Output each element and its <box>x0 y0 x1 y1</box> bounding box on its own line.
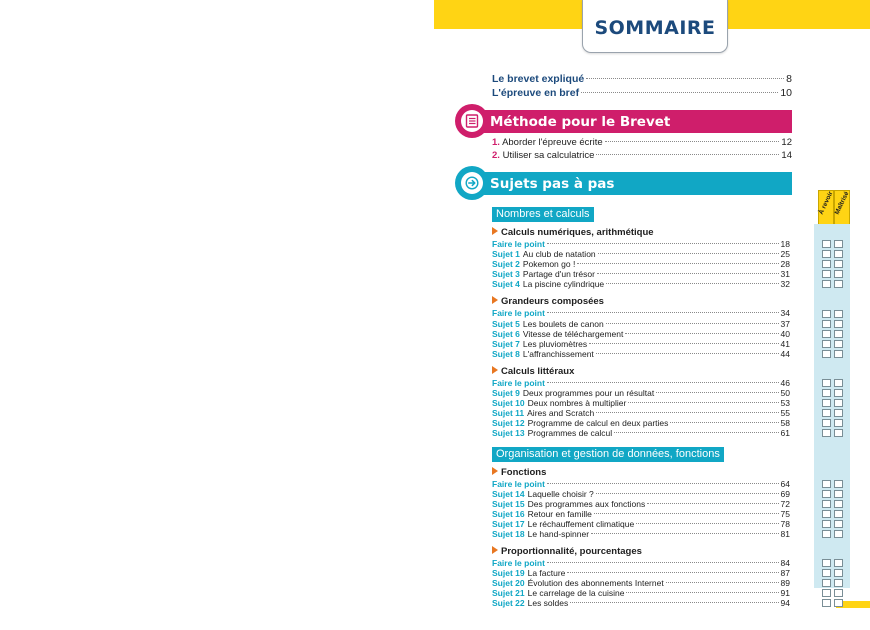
entry-page: 87 <box>780 568 790 579</box>
group-spacer <box>492 289 790 294</box>
leader-dots <box>606 283 778 284</box>
leader-dots <box>598 253 779 254</box>
entry-label <box>492 259 575 269</box>
maitrise-checkbox[interactable] <box>834 480 843 488</box>
sujet-entry[interactable] <box>492 489 790 499</box>
leader-dots <box>670 422 778 423</box>
leader-dots <box>647 503 778 504</box>
a-revoir-checkbox[interactable] <box>822 579 831 587</box>
entry-number: Sujet 7 <box>492 338 520 349</box>
subsection-title: Grandeurs composées <box>501 296 604 308</box>
maitrise-checkbox[interactable] <box>834 490 843 498</box>
faire-le-point-entry[interactable] <box>492 308 790 318</box>
leader-dots <box>596 154 779 155</box>
item-number: 1. <box>492 137 500 148</box>
a-revoir-checkbox[interactable] <box>822 589 831 597</box>
toc-entry[interactable] <box>492 72 792 86</box>
entry-label <box>492 339 587 349</box>
sujet-entry[interactable] <box>492 418 790 428</box>
a-revoir-checkbox[interactable] <box>822 599 831 607</box>
sujet-entry[interactable] <box>492 349 790 359</box>
entry-page: 50 <box>780 388 790 399</box>
sujet-entry[interactable] <box>492 519 790 529</box>
intro-list <box>492 72 792 100</box>
methode-badge <box>455 104 489 138</box>
leader-dots <box>636 523 778 524</box>
sujet-entry[interactable] <box>492 598 790 608</box>
toc-page: 10 <box>780 87 792 99</box>
entry-page: 94 <box>780 598 790 609</box>
a-revoir-checkbox[interactable] <box>822 340 831 348</box>
entry-page: 81 <box>780 528 790 539</box>
checkbox-panel <box>814 224 850 588</box>
entry-label <box>492 509 592 519</box>
entry-number: Sujet 20 <box>492 578 525 589</box>
a-revoir-checkbox[interactable] <box>822 350 831 358</box>
maitrise-checkbox[interactable] <box>834 589 843 597</box>
entry-number: Faire le point <box>492 558 545 569</box>
maitrise-checkbox[interactable] <box>834 579 843 587</box>
sujet-entry[interactable] <box>492 509 790 519</box>
toc-entry[interactable] <box>492 86 792 100</box>
entry-number: Sujet 4 <box>492 279 520 290</box>
maitrise-checkbox[interactable] <box>834 379 843 387</box>
sujets-list <box>492 204 790 609</box>
entry-page: 46 <box>780 377 790 388</box>
entry-title: Partage d'un trésor <box>522 269 595 280</box>
a-revoir-checkbox[interactable] <box>822 240 831 248</box>
entry-label <box>492 279 604 289</box>
entry-label <box>492 489 594 499</box>
entry-title: Des programmes aux fonctions <box>527 498 646 509</box>
faire-le-point-entry[interactable] <box>492 558 790 568</box>
faire-le-point-entry[interactable] <box>492 239 790 249</box>
entry-label <box>492 308 545 318</box>
entry-title: Programme de calcul en deux parties <box>527 418 669 429</box>
sujet-entry[interactable] <box>492 428 790 438</box>
maitrise-checkbox[interactable] <box>834 559 843 567</box>
group-spacer <box>492 359 790 364</box>
entry-page: 40 <box>780 328 790 339</box>
entry-label <box>492 378 545 388</box>
a-revoir-checkbox[interactable] <box>822 530 831 538</box>
entry-page: 61 <box>780 428 790 439</box>
entry-number: Sujet 2 <box>492 259 520 270</box>
leader-dots <box>547 312 779 313</box>
toc-page: 12 <box>781 137 792 148</box>
entry-label <box>492 568 565 578</box>
a-revoir-checkbox[interactable] <box>822 409 831 417</box>
leader-dots <box>656 392 778 393</box>
subsection-title: Calculs numériques, arithmétique <box>501 227 654 238</box>
entry-number: Faire le point <box>492 377 545 388</box>
entry-title: Laquelle choisir ? <box>527 488 594 499</box>
entry-page: 53 <box>780 398 790 409</box>
toc-label: L'épreuve en bref <box>492 87 580 99</box>
entry-number: Sujet 11 <box>492 408 525 419</box>
checklist-icon <box>465 114 479 128</box>
sujet-entry[interactable] <box>492 319 790 329</box>
entry-page: 91 <box>780 588 790 599</box>
a-revoir-checkbox[interactable] <box>822 310 831 318</box>
entry-number: Faire le point <box>492 478 545 489</box>
sujet-entry[interactable] <box>492 588 790 598</box>
entry-number: Sujet 9 <box>492 388 520 399</box>
a-revoir-checkbox[interactable] <box>822 510 831 518</box>
entry-page: 89 <box>780 578 790 589</box>
faire-le-point-entry[interactable] <box>492 479 790 489</box>
leader-dots <box>628 402 778 403</box>
entry-title: Deux programmes pour un résultat <box>522 388 655 399</box>
maitrise-checkbox[interactable] <box>834 500 843 508</box>
entry-label <box>492 349 594 359</box>
sujet-entry[interactable] <box>492 259 790 269</box>
leader-dots <box>625 333 778 334</box>
maitrise-checkbox[interactable] <box>834 389 843 397</box>
faire-le-point-entry[interactable] <box>492 378 790 388</box>
entry-page: 41 <box>780 338 790 349</box>
entry-page: 72 <box>780 498 790 509</box>
entry-label <box>492 388 654 398</box>
arrow-right-icon <box>465 176 479 190</box>
entry-number: Sujet 10 <box>492 398 525 409</box>
entry-title: Aires and Scratch <box>527 408 595 419</box>
sujet-entry[interactable] <box>492 568 790 578</box>
leader-dots <box>596 353 779 354</box>
maitrise-checkbox[interactable] <box>834 270 843 278</box>
sujets-heading: Sujets pas à pas <box>490 175 615 192</box>
entry-title: Retour en famille <box>527 508 592 519</box>
entry-page: 44 <box>780 348 790 359</box>
leader-dots <box>606 323 779 324</box>
entry-page: 25 <box>780 249 790 260</box>
leader-dots <box>596 412 778 413</box>
orange-triangle-icon <box>492 467 498 475</box>
maitrise-checkbox[interactable] <box>834 340 843 348</box>
entry-number: Sujet 12 <box>492 418 525 429</box>
entry-page: 18 <box>780 239 790 249</box>
group-spacer <box>492 539 790 544</box>
leader-dots <box>594 513 779 514</box>
maitrise-checkbox[interactable] <box>834 599 843 607</box>
entry-page: 64 <box>780 478 790 489</box>
maitrise-checkbox[interactable] <box>834 520 843 528</box>
entry-title: Le carrelage de la cuisine <box>527 588 625 599</box>
sujet-entry[interactable] <box>492 249 790 259</box>
entry-label <box>492 269 595 279</box>
a-revoir-checkbox[interactable] <box>822 320 831 328</box>
entry-title: Les soldes <box>527 598 569 609</box>
entry-label <box>492 249 596 259</box>
entry-number: Faire le point <box>492 239 545 249</box>
subsection-heading <box>492 227 790 239</box>
sujet-entry[interactable] <box>492 388 790 398</box>
entry-title: Au club de natation <box>522 249 596 260</box>
entry-page: 84 <box>780 558 790 569</box>
entry-title: Le hand-spinner <box>527 528 590 539</box>
maitrise-checkbox[interactable] <box>834 419 843 427</box>
group-spacer <box>492 439 790 444</box>
a-revoir-checkbox[interactable] <box>822 399 831 407</box>
leader-dots <box>605 141 780 142</box>
entry-label <box>492 598 568 608</box>
leader-dots <box>547 483 779 484</box>
a-revoir-checkbox[interactable] <box>822 389 831 397</box>
a-revoir-checkbox[interactable] <box>822 520 831 528</box>
maitrise-checkbox[interactable] <box>834 330 843 338</box>
entry-label <box>492 479 545 489</box>
maitrise-checkbox[interactable] <box>834 350 843 358</box>
section-heading: Organisation et gestion de données, fonctions <box>492 447 724 462</box>
entry-number: Sujet 1 <box>492 249 520 260</box>
entry-label <box>492 588 624 598</box>
a-revoir-checkbox[interactable] <box>822 280 831 288</box>
toc-page: 14 <box>781 150 792 161</box>
toc-label: Le brevet expliqué <box>492 73 585 85</box>
entry-page: 37 <box>780 318 790 329</box>
entry-label <box>492 329 623 339</box>
maitrise-checkbox[interactable] <box>834 409 843 417</box>
a-revoir-checkbox[interactable] <box>822 270 831 278</box>
a-revoir-checkbox[interactable] <box>822 419 831 427</box>
maitrise-checkbox[interactable] <box>834 399 843 407</box>
a-revoir-checkbox[interactable] <box>822 250 831 258</box>
entry-label <box>492 558 545 568</box>
entry-label <box>492 499 645 509</box>
leader-dots <box>596 493 779 494</box>
entry-title: La piscine cylindrique <box>522 279 605 290</box>
entry-number: Sujet 8 <box>492 348 520 359</box>
toc-label: Aborder l'épreuve écrite <box>502 137 603 148</box>
a-revoir-checkbox[interactable] <box>822 490 831 498</box>
page-title: SOMMAIRE <box>594 17 716 39</box>
entry-number: Sujet 19 <box>492 568 525 579</box>
entry-label <box>492 519 634 529</box>
a-revoir-checkbox[interactable] <box>822 260 831 268</box>
leader-dots <box>626 592 778 593</box>
a-revoir-checkbox[interactable] <box>822 330 831 338</box>
a-revoir-checkbox[interactable] <box>822 480 831 488</box>
leader-dots <box>567 572 778 573</box>
entry-title: Évolution des abonnements Internet <box>527 578 664 589</box>
sujet-entry[interactable] <box>492 408 790 418</box>
orange-triangle-icon <box>492 546 498 554</box>
subsection-title: Proportionnalité, pourcentages <box>501 546 642 558</box>
entry-number: Sujet 14 <box>492 488 525 499</box>
leader-dots <box>547 562 779 563</box>
a-revoir-checkbox[interactable] <box>822 379 831 387</box>
entry-title: Les boulets de canon <box>522 318 604 329</box>
maitrise-checkbox[interactable] <box>834 260 843 268</box>
leader-dots <box>547 243 779 244</box>
subsection-title: Calculs littéraux <box>501 365 575 377</box>
methode-list <box>492 136 792 162</box>
entry-number: Sujet 21 <box>492 588 525 599</box>
subsection-heading <box>492 296 790 308</box>
entry-label <box>492 319 604 329</box>
entry-label <box>492 239 545 249</box>
entry-page: 69 <box>780 488 790 499</box>
sujet-entry[interactable] <box>492 578 790 588</box>
entry-number: Sujet 13 <box>492 428 525 439</box>
toc-label: Utiliser sa calculatrice <box>502 150 595 161</box>
leader-dots <box>614 432 778 433</box>
toc-page: 8 <box>786 73 792 85</box>
maitrise-checkbox[interactable] <box>834 429 843 437</box>
entry-page: 75 <box>780 508 790 519</box>
entry-title: Programmes de calcul <box>527 428 613 439</box>
methode-heading: Méthode pour le Brevet <box>490 113 671 130</box>
sujets-badge <box>455 166 489 200</box>
leader-dots <box>581 92 778 93</box>
maitrise-tab: Maîtrisé <box>834 190 850 228</box>
sujet-entry[interactable] <box>492 499 790 509</box>
entry-number: Sujet 3 <box>492 269 520 280</box>
sujets-banner <box>484 172 792 195</box>
subsection-heading <box>492 366 790 378</box>
a-revoir-checkbox[interactable] <box>822 569 831 577</box>
sujet-entry[interactable] <box>492 398 790 408</box>
maitrise-checkbox[interactable] <box>834 510 843 518</box>
a-revoir-checkbox[interactable] <box>822 429 831 437</box>
section-heading: Nombres et calculs <box>492 207 594 222</box>
entry-label <box>492 529 589 539</box>
entry-title: Le réchauffement climatique <box>527 518 635 529</box>
a-revoir-tab: À revoir <box>818 190 834 228</box>
leader-dots <box>666 582 779 583</box>
entry-page: 58 <box>780 418 790 429</box>
entry-number: Sujet 6 <box>492 328 520 339</box>
subsection-heading <box>492 546 790 558</box>
entry-number: Sujet 16 <box>492 508 525 519</box>
entry-number: Sujet 5 <box>492 318 520 329</box>
entry-number: Sujet 18 <box>492 528 525 539</box>
a-revoir-checkbox[interactable] <box>822 500 831 508</box>
maitrise-checkbox[interactable] <box>834 280 843 288</box>
maitrise-checkbox[interactable] <box>834 530 843 538</box>
sujet-entry[interactable] <box>492 269 790 279</box>
entry-title: L'affranchissement <box>522 348 594 359</box>
methode-banner <box>484 110 792 133</box>
entry-label <box>492 428 612 438</box>
entry-number: Sujet 22 <box>492 598 525 609</box>
toc-entry[interactable] <box>492 149 792 162</box>
entry-page: 32 <box>780 279 790 290</box>
maitrise-checkbox[interactable] <box>834 569 843 577</box>
entry-number: Faire le point <box>492 308 545 319</box>
entry-title: Deux nombres à multiplier <box>527 398 627 409</box>
entry-number: Sujet 17 <box>492 518 525 529</box>
entry-page: 34 <box>780 308 790 319</box>
orange-triangle-icon <box>492 296 498 304</box>
leader-dots <box>586 78 784 79</box>
entry-title: Pokemon go ! <box>522 259 576 270</box>
leader-dots <box>589 343 778 344</box>
maitrise-checkbox[interactable] <box>834 310 843 318</box>
leader-dots <box>597 273 779 274</box>
subsection-heading <box>492 467 790 479</box>
entry-title: Vitesse de téléchargement <box>522 328 624 339</box>
sujet-entry[interactable] <box>492 529 790 539</box>
entry-page: 78 <box>780 518 790 529</box>
entry-label <box>492 408 594 418</box>
entry-page: 55 <box>780 408 790 419</box>
orange-triangle-icon <box>492 366 498 374</box>
entry-title: Les pluviomètres <box>522 338 588 349</box>
entry-label <box>492 578 664 588</box>
a-revoir-checkbox[interactable] <box>822 559 831 567</box>
maitrise-checkbox[interactable] <box>834 320 843 328</box>
entry-number: Sujet 15 <box>492 498 525 509</box>
sujet-entry[interactable] <box>492 339 790 349</box>
leader-dots <box>570 602 778 603</box>
subsection-title: Fonctions <box>501 466 547 478</box>
entry-page: 31 <box>780 269 790 280</box>
entry-page: 28 <box>780 259 790 270</box>
sujet-entry[interactable] <box>492 279 790 289</box>
entry-title: La facture <box>527 568 566 579</box>
toc-entry[interactable] <box>492 136 792 149</box>
leader-dots <box>577 263 778 264</box>
leader-dots <box>547 382 779 383</box>
title-tab <box>582 0 728 53</box>
entry-label <box>492 398 626 408</box>
leader-dots <box>591 533 778 534</box>
maitrise-checkbox[interactable] <box>834 250 843 258</box>
maitrise-checkbox[interactable] <box>834 240 843 248</box>
item-number: 2. <box>492 150 500 161</box>
sujet-entry[interactable] <box>492 329 790 339</box>
entry-label <box>492 418 668 428</box>
orange-triangle-icon <box>492 227 498 235</box>
